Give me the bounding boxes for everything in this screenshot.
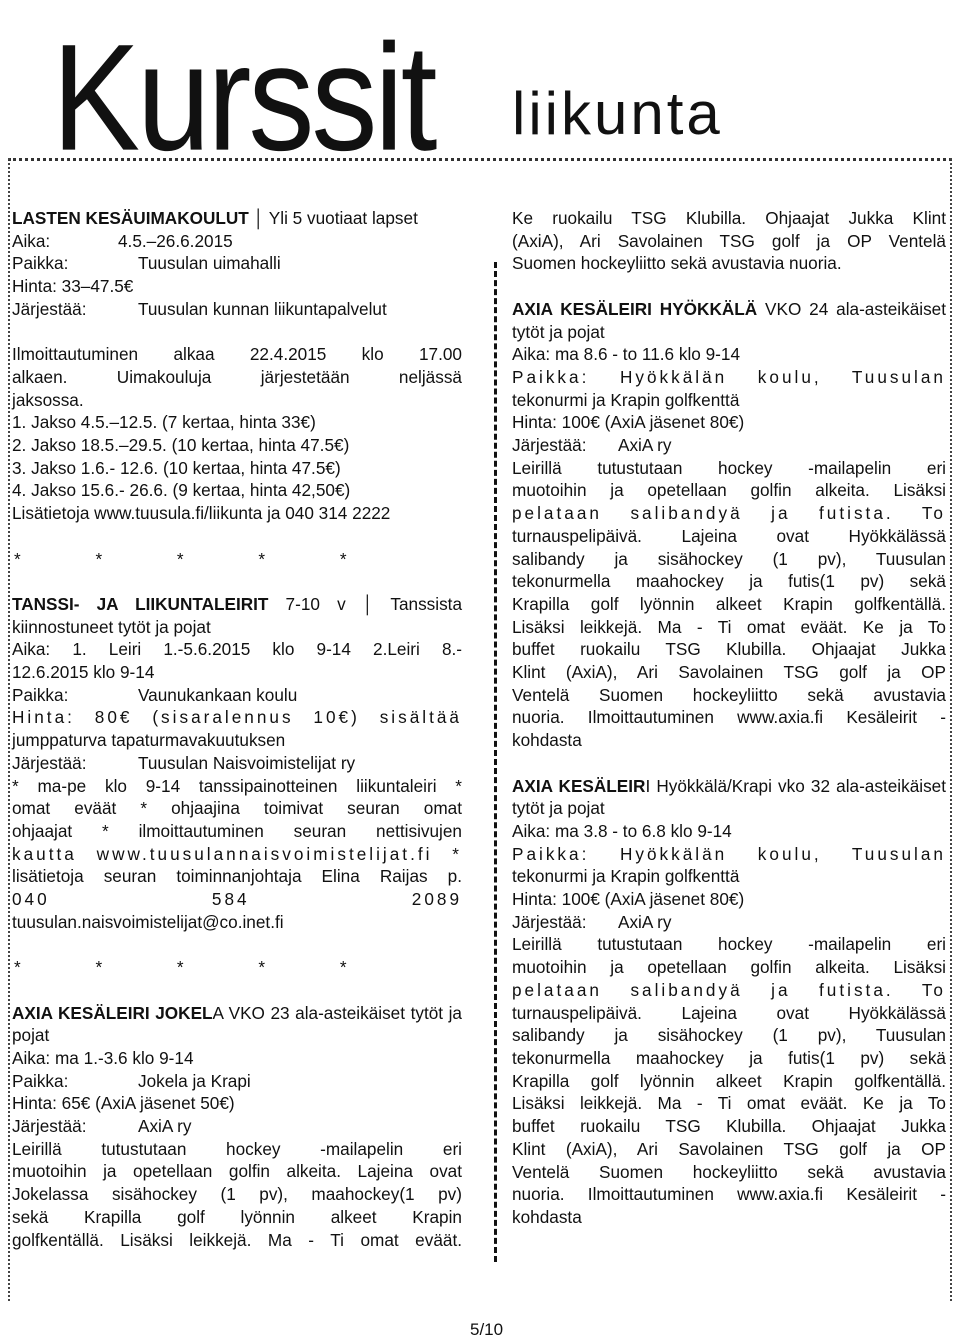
text-line: kohdasta [512, 1206, 582, 1227]
text-line: muotoihin ja opetellaan golfin alkeita. Lisäksi [512, 957, 946, 978]
paikka-row-2: tekonurmi ja Krapin golfkenttä [512, 866, 740, 887]
page-title: Kurssit [52, 12, 435, 182]
section-axia-kesaleiri-hyokkala-krapi [512, 775, 946, 1229]
paikka-row: Paikka: Tuusulan uimahalli [12, 253, 281, 274]
frame-left-border [8, 158, 10, 1301]
frame-right-border [950, 158, 952, 1301]
text-line: buffet ruokailu TSG Klubilla. Ohjaajat Jukka [512, 639, 946, 660]
text-line: kohdasta [512, 730, 582, 751]
text-line: salibandy ja sisähockey (1 pv), Tuusulan [512, 1025, 946, 1046]
text-line: tekonurmella maahockey ja futis(1 pv) sekä [512, 1047, 946, 1068]
website-line[interactable]: kautta www.tuusulannaisvoimistelijat.fi * [12, 843, 462, 864]
paikka-row: Paikka: Hyökkälän koulu, Tuusulan [512, 843, 946, 864]
jarjestaa-row: Järjestää: Tuusulan Naisvoimistelijat ry [12, 752, 356, 773]
aika-row: Aika: ma 3.8 - to 6.8 klo 9-14 [512, 820, 732, 841]
section-heading: AXIA KESÄLEIRI JOKELA VKO 23 ala-asteikäiset tytöt ja pojat [12, 1002, 462, 1046]
jarjestaa-row: Järjestää: AxiA ry [512, 435, 672, 456]
section-axia-kesaleiri-hyokkala [512, 298, 946, 752]
text-line: Ke ruokailu TSG Klubilla. Ohjaajat Jukka Klint [512, 208, 946, 228]
text-line: nuoria. Ilmoittautuminen www.axia.fi Kesäleirit - [512, 707, 946, 728]
text-line: Ventelä Suomen hockeyliitto sekä avustavia [512, 1161, 946, 1182]
text-line: Leirillä tutustutaan hockey -mailapelin eri [512, 934, 946, 955]
jakso-3: 3. Jakso 1.6.- 12.6. (10 kertaa, hinta 47.5€) [12, 457, 341, 478]
hinta-row: Hinta: 65€ (AxiA jäsenet 50€) [12, 1093, 235, 1114]
jakso-4: 4. Jakso 15.6.- 26.6. (9 kertaa, hinta 42,50€) [12, 480, 351, 501]
text-line: alkaen. Uimakouluja järjestetään neljässä [12, 366, 462, 387]
text-line: Lisäksi leikkejä. Ma - Ti omat eväät. Ke ja To [512, 1093, 946, 1114]
hinta-row: Hinta: 80€ (sisaralennus 10€) sisältää [12, 707, 462, 728]
jarjestaa-row: Järjestää: Tuusulan kunnan liikuntapalvelut [12, 298, 387, 319]
text-line: turnauspelipäivä. Lajeina ovat Hyökkälässä [512, 1002, 946, 1023]
aika-row: Aika: ma 1.-3.6 klo 9-14 [12, 1047, 194, 1068]
jarjestaa-row: Järjestää: AxiA ry [512, 911, 672, 932]
section-heading: AXIA KESÄLEIRI HYÖKKÄLÄ VKO 24 ala-asteikäiset tytöt ja pojat [512, 298, 946, 342]
separator-stars: * * * * * [14, 548, 347, 569]
column-divider [494, 262, 497, 1262]
aika-row-2: 12.6.2015 klo 9-14 [12, 662, 155, 683]
hinta-row: Hinta: 33–47.5€ [12, 276, 134, 297]
section-tanssi-ja-liikuntaleirit [12, 593, 462, 934]
text-line: lisätietoja seuran toiminnanjohtaja Elina Raijas p. [12, 866, 462, 887]
text-line: Suomen hockeyliitto sekä avustavia nuoria. [512, 253, 842, 274]
text-line: pelataan salibandyä ja futista. To [512, 979, 946, 1000]
text-line: golfkentällä. Lisäksi leikkejä. Ma - Ti omat eväät. [12, 1229, 462, 1250]
text-line: pelataan salibandyä ja futista. To [512, 503, 946, 524]
text-line: Leirillä tutustutaan hockey -mailapelin eri [12, 1138, 462, 1159]
section-heading: TANSSI- JA LIIKUNTALEIRIT 7-10 v │ Tanssista kiinnostuneet tytöt ja pojat [12, 593, 463, 637]
text-line: muotoihin ja opetellaan golfin alkeita. Lisäksi [512, 480, 946, 501]
jarjestaa-row: Järjestää: AxiA ry [12, 1116, 192, 1137]
text-line: omat eväät * ohjaajina toimivat seuran omat [12, 798, 462, 819]
text-line: turnauspelipäivä. Lajeina ovat Hyökkälässä [512, 525, 946, 546]
page-subtitle: liikunta [512, 80, 723, 147]
text-line: Ilmoittautuminen alkaa 22.4.2015 klo 17.00 [12, 344, 462, 365]
text-line: Krapilla golf lyönnin alkeet Krapin golfkentällä. [512, 1070, 946, 1091]
aika-row: Aika: 1. Leiri 1.-5.6.2015 klo 9-14 2.Leiri 8.- [12, 639, 462, 660]
text-line: Klint (AxiA), Ari Savolainen TSG golf ja OP [512, 662, 946, 683]
text-line: Lisäksi leikkejä. Ma - Ti omat eväät. Ke ja To [512, 616, 946, 637]
text-line: sekä Krapilla golf lyönnin alkeet Krapin [12, 1206, 462, 1227]
frame-top-border [8, 158, 952, 161]
paikka-row: Paikka: Vaunukankaan koulu [12, 684, 298, 705]
text-line: Klint (AxiA), Ari Savolainen TSG golf ja OP [512, 1138, 946, 1159]
right-column [512, 207, 946, 1229]
hinta-row-2: jumppaturva tapaturmavakuutuksen [12, 730, 286, 751]
text-line: muotoihin ja opetellaan golfin alkeita. Lajeina ovat [12, 1161, 462, 1182]
section-heading: LASTEN KESÄUIMAKOULUT │ Yli 5 vuotiaat lapset [12, 208, 418, 228]
text-line: Ventelä Suomen hockeyliitto sekä avustavia [512, 684, 946, 705]
section-axia-kesaleiri-jokela [12, 1002, 462, 1252]
text-line: * ma-pe klo 9-14 tanssipainotteinen liikuntaleiri * [12, 775, 462, 796]
hinta-row: Hinta: 100€ (AxiA jäsenet 80€) [512, 889, 745, 910]
paikka-row-2: tekonurmi ja Krapin golfkenttä [512, 389, 740, 410]
info-link[interactable]: Lisätietoja www.tuusula.fi/liikunta ja 040 314 2222 [12, 503, 391, 524]
section-lasten-kesauimakoulut [12, 207, 462, 525]
separator-stars: * * * * * [14, 957, 347, 978]
left-column [12, 207, 462, 1251]
email-link[interactable]: tuusulan.naisvoimistelijat@co.inet.fi [12, 911, 284, 932]
jakso-2: 2. Jakso 18.5.–29.5. (10 kertaa, hinta 47.5€) [12, 435, 350, 456]
paikka-row: Paikka: Jokela ja Krapi [12, 1070, 251, 1091]
text-line: jaksossa. [12, 389, 84, 410]
text-line: nuoria. Ilmoittautuminen www.axia.fi Kesäleirit - [512, 1184, 946, 1205]
text-line: ohjaajat * ilmoittautuminen seuran nettisivujen [12, 820, 462, 841]
text-line: buffet ruokailu TSG Klubilla. Ohjaajat Jukka [512, 1116, 946, 1137]
text-line: (AxiA), Ari Savolainen TSG golf ja OP Ventelä [512, 230, 946, 251]
text-line: Jokelassa sisähockey (1 pv), maahockey(1 pv) [12, 1184, 462, 1205]
section-heading: AXIA KESÄLEIRI Hyökkälä/Krapi vko 32 ala-asteikäiset tytöt ja pojat [512, 775, 946, 819]
aika-row: Aika: 4.5.–26.6.2015 [12, 230, 233, 251]
jakso-1: 1. Jakso 4.5.–12.5. (7 kertaa, hinta 33€) [12, 412, 316, 433]
text-line: Krapilla golf lyönnin alkeet Krapin golfkentällä. [512, 593, 946, 614]
paikka-row: Paikka: Hyökkälän koulu, Tuusulan [512, 366, 946, 387]
text-line: salibandy ja sisähockey (1 pv), Tuusulan [512, 548, 946, 569]
page-number: 5/10 [470, 1320, 504, 1339]
text-line: Leirillä tutustutaan hockey -mailapelin eri [512, 457, 946, 478]
text-line: tekonurmella maahockey ja futis(1 pv) sekä [512, 571, 946, 592]
phone-number: 040 584 2089 [12, 889, 462, 910]
aika-row: Aika: ma 8.6 - to 11.6 klo 9-14 [512, 344, 741, 365]
hinta-row: Hinta: 100€ (AxiA jäsenet 80€) [512, 412, 745, 433]
